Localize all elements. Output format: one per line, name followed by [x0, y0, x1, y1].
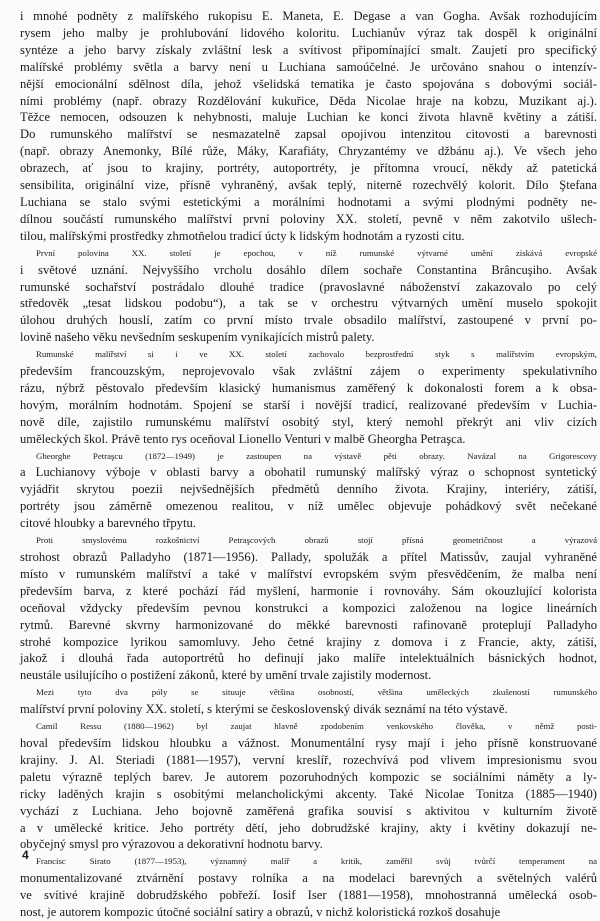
text-line: Francisc Sirato (1877—1953), významný malíř a kritik, zaměřil svůj tvůrčí temperament na	[36, 856, 597, 867]
paragraph	[20, 684, 597, 718]
text-line: portréty jsou záměrně omezenou realitou, v níž umělec objevuje pohádkový svět nečekané	[20, 499, 597, 514]
text-line: především francouzským, neprojevovalo však zvláštní zájem o experimenty spekulativního	[20, 364, 597, 379]
paragraph	[20, 245, 597, 346]
text-line: jakož i dlouhá řada autoportrétů ho definují jako malíře intelektuálních básnických hodnot,	[20, 651, 597, 666]
text-line: krajiny. J. Al. Steriadi (1881—1957), vervní kreslíř, rozechvívá pod vlivem impresionismu svou	[20, 752, 597, 767]
text-line: a Luchianovy výboje v oblasti barvy a obohatil rumunský malířský výraz o schopnost syntetický	[20, 465, 597, 480]
text-line: monumentalizované ztvárnění postavy rolníka a na modelaci barevných a světelných valérů	[20, 871, 597, 886]
text-line: rytmů. Barevné skvrny harmonizované do měkké barevnosti rafinovaně proteplují Palladyho	[20, 617, 597, 632]
text-line: citové hloubky a barevného třpytu.	[20, 516, 196, 531]
text-line: strohost obrazů Palladyho (1871—1956). Pallady, spolužák a přítel Matissův, zaujal vyhraněné	[20, 550, 597, 564]
text-line: Rumunské malířství si i ve XX. století zachovalo bezprostřední styk s malířstvím evropským,	[36, 349, 597, 360]
paragraph	[20, 448, 597, 533]
text-line: středověk „tesat lidskou podobu“), a tak se v orchestru výtvarných umění muselo spokojit	[20, 296, 597, 311]
text-line: neustále usilujícího o postižení zákonů, které by umění trvale zajistily modernost.	[20, 668, 432, 683]
text-line: nější emocionální sdělnost díla, jehož všelidská tematika je často spojována s dobovými sociál-	[20, 76, 597, 91]
text-line: hovým, morálním hodnotám. Spojení se starší i novější tradicí, realizované především v Luchia-	[20, 397, 597, 412]
page-text	[20, 8, 597, 921]
text-line: paletu výrazně teplých barev. Je autorem pozoruhodných kompozic se sociálními náměty a ly-	[20, 769, 597, 784]
text-line: oceňoval vždycky především pevnou konstrukci a kompozici založenou na logice lineárních	[20, 600, 597, 615]
text-line: rázu, nýbrž pěstovalo především klasický humanismus zaměřený k dokonalosti forem a k obsa-	[20, 380, 597, 395]
text-line: obyčejný smysl pro výrazovou a dekorativní hodnotu barvy.	[20, 837, 323, 852]
body-text	[20, 8, 597, 921]
paragraph	[20, 718, 597, 853]
paragraph	[20, 853, 597, 921]
text-line: tilou, malířskými prostředky zhmotňelou tradicí úcty k lidským hodnotám a ryzosti citu.	[20, 228, 465, 243]
text-line: vyjádřit skrytou poezii nejvšednějších předmětů denního života. Krajiny, interiéry, zátiší,	[20, 482, 597, 497]
text-line: Proti smyslovému rozkošnictví Petraşcových obrazů stojí přísná geometričnost a výrazová	[36, 535, 597, 546]
text-line: především barva, z které pochází řád myšlení, harmonie i rovnováhy. Sám okouzlující kolorista	[20, 583, 597, 598]
text-line: Do rumunského malířství se nesmazatelně zapsal opojivou intenzitou citovosti a barevnosti	[20, 127, 597, 142]
text-line: nově díle, zajistilo rumunskému malířství osobitý styl, který nemohl překrýt ani vliv cizích	[20, 414, 597, 429]
text-line: Gheorghe Petraşcu (1872—1949) je zastoupen na výstavě pěti obrazy. Navázal na Grigorescovy	[36, 450, 597, 461]
text-line: místo v rumunském malířství a také v malířství evropském svým přesvědčením, že malba není	[20, 566, 597, 581]
text-line: i světové uznání. Nejvyššího vrcholu dosáhlo dílem sochaře Constantina Brâncuşiho. Avšak	[20, 262, 597, 277]
text-line: uměleckých škol. Právě tento rys oceňoval Lionello Venturi v malbě Gheorgha Petraşca.	[20, 431, 466, 446]
text-line: ve svítivé krajině dobrudžského pobřeží. Iosif Iser (1881—1958), mnohostranná umělecká osob-	[20, 888, 597, 903]
text-line: lovině našeho věku nevšedním seskupením vynikajících mistrů palety.	[20, 330, 375, 345]
text-line: ricky laděných krajin s osobitými melancholickými akcenty. Také Nicolae Tonitza (1885—1940)	[20, 786, 597, 801]
text-line: malířské problémy světla a barvy není u Luchiana samoúčelné. Je určováno snahou o intenzív-	[20, 59, 597, 74]
text-line: rumunské sochařství postrádalo dlouhé tradice (pravoslavné náboženství zakazovalo po celý	[20, 279, 597, 294]
text-line: i mnohé podněty z malířského rukopisu E. Maneta, E. Degase a van Gogha. Avšak rozhodujícím	[20, 9, 597, 23]
text-line: Luchiana se stalo svými estetickými a morálními hodnotami a svými plodnými podněty ne-	[20, 194, 597, 209]
text-line: Camil Ressu (1880—1962) byl zaujat hlavně zpodobením venkovského člověka, v němž posti-	[36, 721, 597, 732]
text-line: Mezi tyto dva póly se situuje většina osobností, většina uměleckých zkušeností rumunského	[36, 687, 597, 698]
text-line: Těžce nemocen, odsouzen k nehybnosti, maluje Luchian ke konci života hlavně květiny a zátiší.	[20, 110, 597, 125]
text-line: hoval především lidskou hloubku a vážnost. Monumentální rysy mají i jeho přísně konstruované	[20, 735, 597, 750]
text-line: úlohou druhých houslí, zatím co první místo trvale obsadilo malířství, zastoupené v první po-	[20, 313, 597, 328]
text-line: a v umělecké kritice. Jeho portréty dětí, jeho dobrudžské krajiny, akty i květiny dokazují ne-	[20, 820, 597, 835]
text-line: dílnou součástí rumunského malířství první poloviny XX. století, pevně v něm zakotvilo ušlech-	[20, 211, 597, 226]
text-line: sensibilita, originální vize, přísně vyhraněný, avšak teplý, niterně rozechvělý kolorit. Dílo Ştefana	[20, 178, 597, 193]
page-number: 4	[22, 848, 29, 862]
text-line: malířství první poloviny XX. století, s kterými se československý divák seznámí na této výstavě.	[20, 702, 508, 717]
text-line: syntéze a jeho barvy získaly zvláštní lesk a svítivost připomínající smalt. Zaujetí pro specifický	[20, 42, 597, 57]
text-line: (např. obrazy Anemonky, Bílé růže, Máky, Karafiáty, Chryzantémy ve džbánu aj.). Ve všech jeho	[20, 144, 597, 159]
paragraph	[20, 346, 597, 447]
text-line: obrazech, ať jsou to krajiny, portréty, autoportréty, je přítomna vroucí, někdy až patetická	[20, 161, 597, 176]
text-line: vychází z Luchiana. Jeho bojovně zaměřená grafika souvisí s aktivitou v kulturním životě	[20, 803, 597, 818]
text-line: rysem jeho malby je prohlubování lidového koloritu. Luchianův výraz tak dospěl k originální	[20, 25, 597, 40]
text-line: ními problémy (např. obrazy Rozdělování kukuřice, Děda Nicolae hraje na kobzu, Muzikant aj.).	[20, 93, 597, 108]
text-line: nost, je autorem kompozic útočné sociální satiry a obrazů, v nichž koloristická rozkoš dosahuje	[20, 905, 501, 920]
paragraph	[20, 8, 597, 245]
text-line: strohé kompozice lyrikou samomluvy. Jeho četné krajiny z domova i z Francie, akty, zátiší,	[20, 634, 597, 649]
text-line: První polovina XX. století je epochou, v níž rumunské výtvarné umění získává evropské	[36, 247, 597, 258]
paragraph	[20, 532, 597, 684]
